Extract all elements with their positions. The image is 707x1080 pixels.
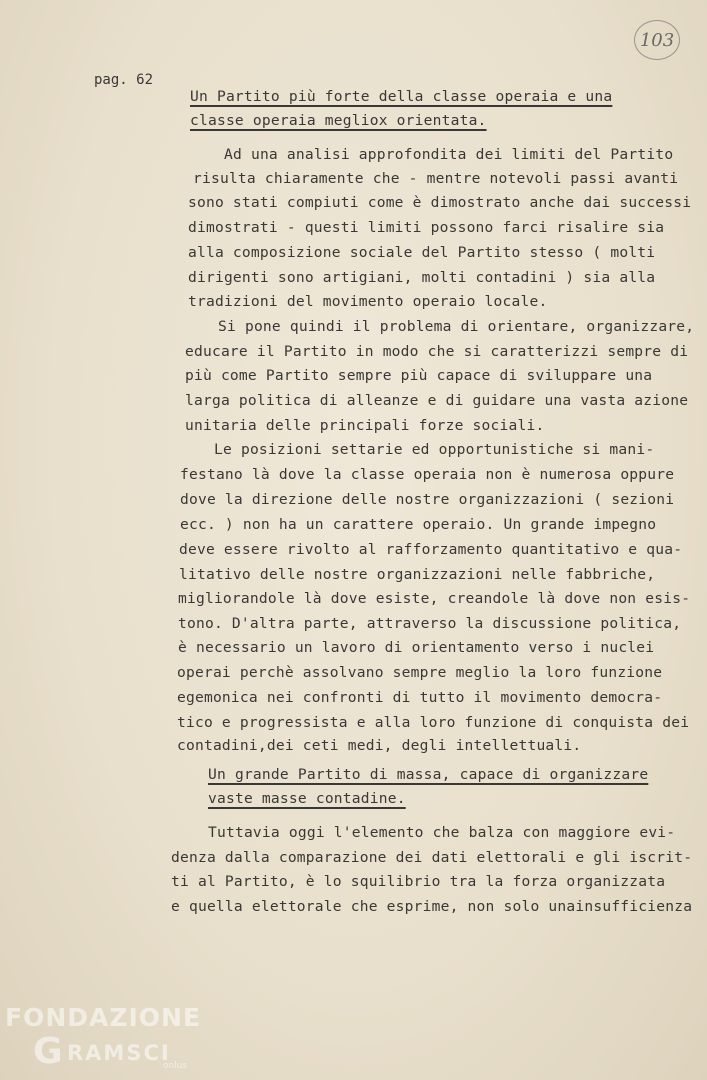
text-line: unitaria delle principali forze sociali.: [185, 417, 545, 434]
fondazione-gramsci-watermark: FONDAZIONE G RAMSCI onlus: [5, 1003, 202, 1072]
archive-stamp: 103: [634, 20, 680, 60]
text-line: risulta chiaramente che - mentre notevoli passi avanti: [193, 170, 679, 187]
text-line: educare il Partito in modo che si caratterizzi sempre di: [185, 343, 689, 360]
text-line: sono stati compiuti come è dimostrato anche dai successi: [188, 194, 692, 211]
text-line: alla composizione sociale del Partito stesso ( molti: [188, 244, 656, 261]
text-line: dimostrati - questi limiti possono farci risalire sia: [188, 219, 665, 236]
text-line: e quella elettorale che esprime, non solo unainsufficienza: [171, 898, 693, 915]
section-heading-line: vaste masse contadine.: [208, 790, 406, 807]
text-line: Ad una analisi approfondita dei limiti del Partito: [224, 146, 674, 163]
text-line: litativo delle nostre organizzazioni nelle fabbriche,: [179, 566, 656, 583]
text-line: dove la direzione delle nostre organizzazioni ( sezioni: [180, 491, 675, 508]
text-line: larga politica di alleanze e di guidare una vasta azione: [185, 392, 689, 409]
text-line: migliorandole là dove esiste, creandole là dove non esis-: [178, 590, 691, 607]
section-heading-line: classe operaia megliox orientata.: [190, 112, 487, 129]
text-line: tradizioni del movimento operaio locale.: [188, 293, 548, 310]
text-line: Si pone quindi il problema di orientare, organizzare,: [218, 318, 695, 335]
text-line: Le posizioni settarie ed opportunistiche si mani-: [214, 441, 655, 458]
text-line: denza dalla comparazione dei dati elettorali e gli iscrit-: [171, 849, 693, 866]
section-heading-line: Un grande Partito di massa, capace di organizzare: [208, 766, 649, 783]
text-line: ti al Partito, è lo squilibrio tra la forza organizzata: [171, 873, 666, 890]
text-line: tono. D'altra parte, attraverso la discussione politica,: [178, 615, 682, 632]
text-line: egemonica nei confronti di tutto il movimento democra-: [177, 689, 663, 706]
text-line: più come Partito sempre più capace di sviluppare una: [185, 367, 653, 384]
text-line: operai perchè assolvano sempre meglio la loro funzione: [177, 664, 663, 681]
page-number: pag. 62: [94, 72, 154, 88]
section-heading-line: Un Partito più forte della classe operaia e una: [190, 88, 613, 105]
text-line: dirigenti sono artigiani, molti contadini ) sia alla: [188, 269, 656, 286]
text-line: Tuttavia oggi l'elemento che balza con maggiore evi-: [208, 824, 676, 841]
text-line: deve essere rivolto al rafforzamento quantitativo e qua-: [179, 541, 683, 558]
text-line: festano là dove la classe operaia non è numerosa oppure: [180, 466, 675, 483]
text-line: è necessario un lavoro di orientamento verso i nuclei: [178, 639, 655, 656]
text-line: contadini,dei ceti medi, degli intellettuali.: [177, 737, 582, 754]
text-line: tico e progressista e alla loro funzione di conquista dei: [177, 714, 690, 731]
text-line: ecc. ) non ha un carattere operaio. Un grande impegno: [180, 516, 657, 533]
